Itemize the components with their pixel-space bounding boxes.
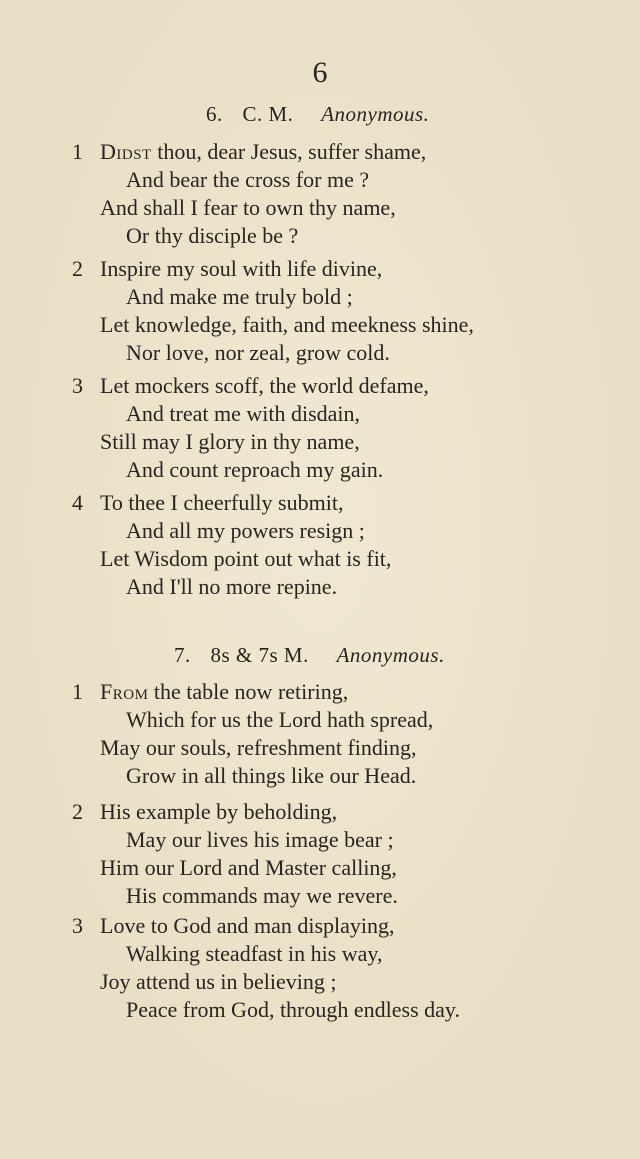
- stanza-number: 1: [72, 679, 83, 704]
- stanza: [72, 255, 572, 367]
- verse-line: Let knowledge, faith, and meekness shine,: [100, 312, 474, 337]
- hymn-header: [206, 101, 429, 127]
- verse-line: [72, 372, 572, 400]
- stanza-number: 2: [72, 256, 83, 281]
- page-number: 6: [312, 56, 328, 89]
- hymn-header: [174, 642, 445, 668]
- verse-text: Let mockers scoff, the world defame,: [100, 373, 429, 398]
- verse-line: May our souls, refreshment finding,: [100, 735, 417, 760]
- verse-text: His example by beholding,: [100, 799, 338, 824]
- verse-line: And shall I fear to own thy name,: [100, 195, 396, 220]
- stanza-number: 3: [72, 913, 83, 938]
- verse-line: Still may I glory in thy name,: [100, 429, 360, 454]
- hymn-number: 6.: [206, 102, 223, 126]
- stanza: [72, 138, 572, 250]
- stanza: [72, 372, 572, 484]
- verse-line: And make me truly bold ;: [126, 284, 353, 309]
- verse-text: the table now retiring,: [148, 679, 349, 704]
- verse-line: Walking steadfast in his way,: [126, 941, 383, 966]
- verse-line: Nor love, nor zeal, grow cold.: [126, 340, 390, 365]
- verse-line: Peace from God, through endless day.: [126, 997, 460, 1022]
- stanza-number: 1: [72, 139, 83, 164]
- stanza-number: 3: [72, 373, 83, 398]
- stanza: [72, 678, 572, 790]
- verse-line: And count reproach my gain.: [126, 457, 384, 482]
- verse-text: thou, dear Jesus, suffer shame,: [151, 139, 427, 164]
- hymn-meter: C. M.: [242, 102, 294, 126]
- verse-line: [72, 678, 572, 706]
- verse-line: [72, 489, 572, 517]
- verse-line: And treat me with disdain,: [126, 401, 361, 426]
- hymn-number: 7.: [174, 643, 191, 667]
- verse-line: [72, 798, 572, 826]
- first-word: From: [100, 679, 149, 704]
- verse-line: And all my powers resign ;: [126, 518, 365, 543]
- verse-line: His commands may we revere.: [126, 883, 398, 908]
- verse-line: Which for us the Lord hath spread,: [126, 707, 434, 732]
- verse-line: And bear the cross for me ?: [126, 167, 370, 192]
- verse-line: Him our Lord and Master calling,: [100, 855, 397, 880]
- hymn-author: Anonymous.: [336, 643, 445, 667]
- verse-line: [72, 138, 572, 166]
- verse-text: To thee I cheerfully submit,: [100, 490, 344, 515]
- verse-line: And I'll no more repine.: [126, 574, 338, 599]
- verse-line: [72, 912, 572, 940]
- first-word: Didst: [100, 139, 152, 164]
- verse-text: Inspire my soul with life divine,: [100, 256, 383, 281]
- stanza-number: 2: [72, 799, 83, 824]
- verse-text: Love to God and man displaying,: [100, 913, 395, 938]
- verse-line: Or thy disciple be ?: [126, 223, 299, 248]
- verse-line: May our lives his image bear ;: [126, 827, 394, 852]
- stanza: [72, 798, 572, 910]
- verse-line: [72, 255, 572, 283]
- verse-line: Grow in all things like our Head.: [126, 763, 417, 788]
- hymn-author: Anonymous.: [321, 102, 430, 126]
- verse-line: Let Wisdom point out what is fit,: [100, 546, 392, 571]
- verse-line: Joy attend us in believing ;: [100, 969, 337, 994]
- stanza-number: 4: [72, 490, 83, 515]
- stanza: [72, 912, 572, 1024]
- stanza: [72, 489, 572, 601]
- hymn-meter: 8s & 7s M.: [210, 643, 309, 667]
